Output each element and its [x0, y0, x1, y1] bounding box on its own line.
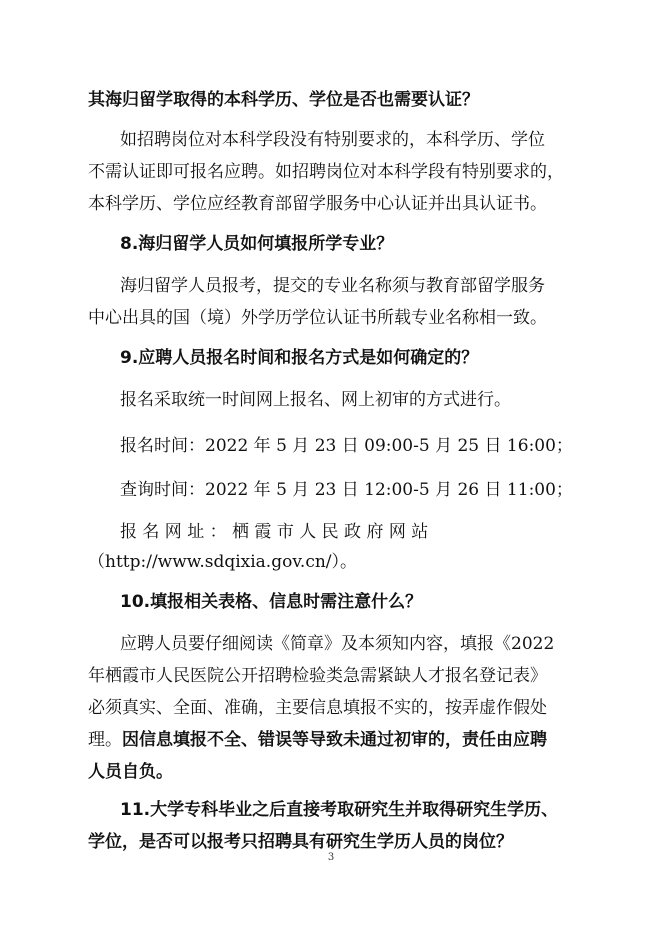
q8-answer-line-2: 中心出具的国（境）外学历学位认证书所载专业名称相一致。	[88, 308, 547, 328]
question-7-title-continued: 其海归留学取得的本科学历、学位是否也需要认证？	[88, 90, 479, 110]
q10-answer-line-4	[88, 728, 576, 752]
q8-answer-line-1: 海归留学人员报考，提交的专业名称须与教育部留学服务	[120, 276, 545, 296]
question-8-title: 8.海归留学人员如何填报所学专业？	[120, 234, 394, 254]
page-number: 3	[327, 852, 335, 863]
q9-query-time: 查询时间：2022 年 5 月 23 日 12:00-5 月 26 日 11:00；	[120, 480, 573, 500]
q10-answer-plain-part: 理。	[88, 730, 122, 750]
q9-registration-time: 报名时间：2022 年 5 月 23 日 09:00-5 月 25 日 16:00；	[120, 436, 573, 456]
q9-answer-line-1: 报名采取统一时间网上报名、网上初审的方式进行。	[120, 390, 511, 410]
q10-answer-bold-part: 因信息填报不全、错误等导致未通过初审的，责任由应聘	[122, 730, 547, 750]
question-11-title-line-2: 学位，是否可以报考只招聘具有研究生学历人员的岗位？	[88, 832, 513, 852]
q7-answer-line-2: 不需认证即可报名应聘。如招聘岗位对本科学段有特别要求的，	[88, 162, 564, 182]
q10-answer-bold-end: 人员自负。	[88, 762, 173, 782]
question-10-title: 10.填报相关表格、信息时需注意什么？	[120, 592, 423, 612]
q7-answer-line-1: 如招聘岗位对本科学段没有特别要求的，本科学历、学位	[120, 130, 545, 150]
q9-website-url: （http://www.sdqixia.gov.cn/）。	[88, 552, 358, 572]
q9-website-label: 报 名 网 址 ： 栖 霞 市 人 民 政 府 网 站	[120, 522, 429, 542]
q10-answer-line-2: 年栖霞市人民医院公开招聘检验类急需紧缺人才报名登记表》	[88, 666, 547, 686]
q10-answer-line-1: 应聘人员要仔细阅读《简章》及本须知内容，填报《2022	[120, 634, 555, 654]
question-11-title-line-1: 11.大学专科毕业之后直接考取研究生并取得研究生学历、	[120, 800, 559, 820]
question-9-title: 9.应聘人员报名时间和报名方式是如何确定的？	[120, 348, 479, 368]
q10-answer-line-3: 必须真实、全面、准确，主要信息填报不实的，按弄虚作假处	[88, 698, 547, 718]
q7-answer-line-3: 本科学历、学位应经教育部留学服务中心认证并出具认证书。	[88, 194, 547, 214]
